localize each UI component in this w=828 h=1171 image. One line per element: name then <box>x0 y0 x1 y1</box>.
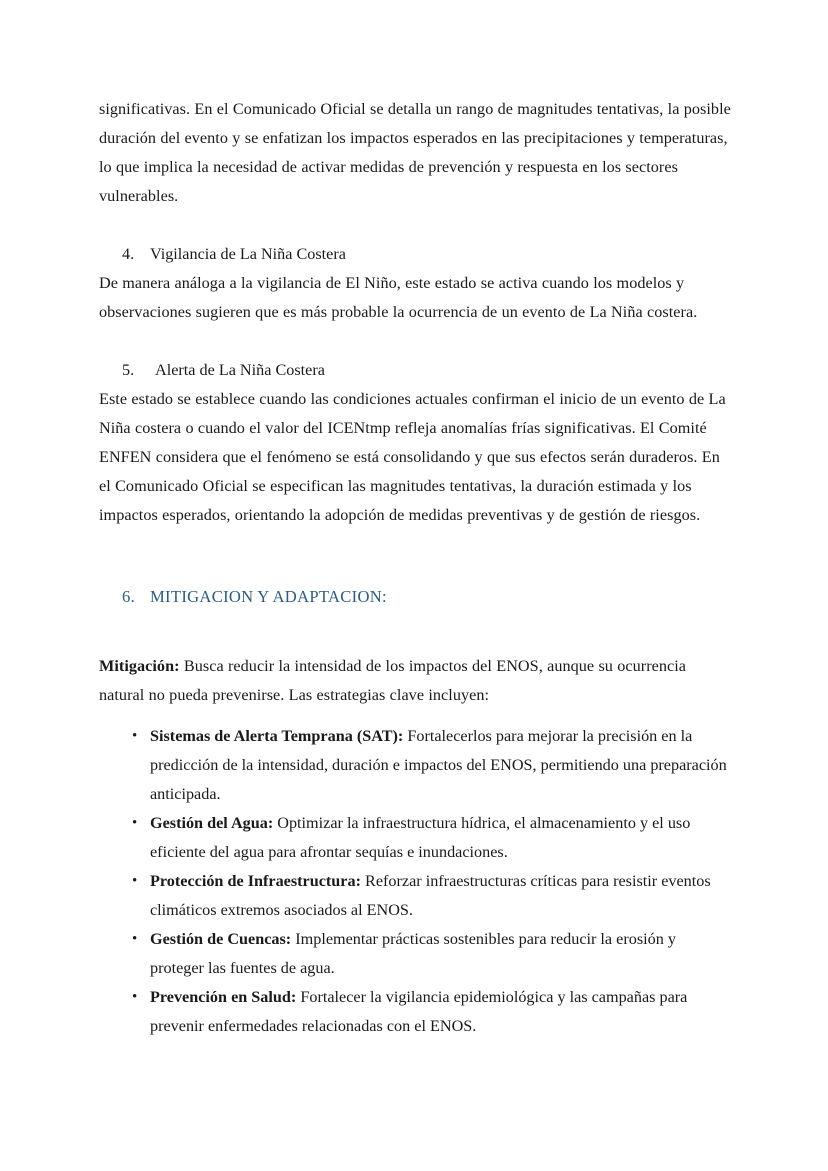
list-item-text: Reforzar infraestructuras críticas para resistir eventos climáticos extremos asociados al ENOS. <box>150 872 711 919</box>
list-item-term: Prevención en Salud: <box>150 988 297 1006</box>
list-item-term: Gestión de Cuencas: <box>150 930 292 948</box>
list-item-number: 4. <box>122 245 135 263</box>
list-item-body-4: De manera análoga a la vigilancia de El Niño, este estado se activa cuando los modelos y observaciones sugieren que es más probable la ocurrencia de un evento de La Niña costera. <box>99 274 698 321</box>
bullet-icon: • <box>132 815 138 831</box>
bullet-icon: • <box>132 931 138 947</box>
bullet-icon: • <box>132 873 138 889</box>
bullet-icon: • <box>132 989 138 1005</box>
mitigacion-strategy-list <box>99 722 731 1041</box>
list-item-title: Vigilancia de La Niña Costera <box>150 245 346 263</box>
list-item <box>99 722 731 809</box>
mitigacion-label: Mitigación: <box>99 657 180 675</box>
list-item-text: Implementar prácticas sostenibles para reducir la erosión y proteger las fuentes de agua. <box>150 930 676 977</box>
list-item-body-5: Este estado se establece cuando las condiciones actuales confirman el inicio de un evento de La Niña costera o cuando el valor del ICENtmp refleja anomalías frías significativas. El Comité ENFEN considera que el fenómeno se está consolidando y que sus efectos serán duraderos. En el Comunicado Oficial se especifican las magnitudes tentativas, la duración estimada y los impactos esperados, orientando la adopción de medidas preventivas y de gestión de riesgos. <box>99 390 726 524</box>
mitigacion-intro-paragraph <box>99 652 731 710</box>
section-heading-mitigacion <box>99 582 731 611</box>
list-item-term: Gestión del Agua: <box>150 814 274 832</box>
list-item-term: Sistemas de Alerta Temprana (SAT): <box>150 727 404 745</box>
continued-paragraph: significativas. En el Comunicado Oficial se detalla un rango de magnitudes tentativas, la posible duración del evento y se enfatizan los impactos esperados en las precipitaciones y temperaturas, lo que implica la necesidad de activar medidas de prevención y respuesta en los sectores vulnerables. <box>99 100 731 205</box>
list-item-title: Alerta de La Niña Costera <box>155 361 325 379</box>
list-item <box>99 983 731 1041</box>
list-item-text: Fortalecer la vigilancia epidemiológica y las campañas para prevenir enfermedades relacionadas con el ENOS. <box>150 988 688 1035</box>
list-item-number: 5. <box>122 361 135 379</box>
list-item-heading-5 <box>99 356 731 385</box>
section-title: MITIGACION Y ADAPTACION: <box>150 587 387 606</box>
list-item <box>99 867 731 925</box>
list-item <box>99 809 731 867</box>
bullet-icon: • <box>132 728 138 744</box>
list-item-term: Protección de Infraestructura: <box>150 872 361 890</box>
list-item-text: Fortalecerlos para mejorar la precisión en la predicción de la intensidad, duración e impactos del ENOS, permitiendo una preparación anticipada. <box>150 727 727 803</box>
section-number: 6. <box>122 587 136 606</box>
mitigacion-intro-text: Busca reducir la intensidad de los impactos del ENOS, aunque su ocurrencia natural no pueda prevenirse. Las estrategias clave incluyen: <box>99 657 687 704</box>
list-item-text: Optimizar la infraestructura hídrica, el almacenamiento y el uso eficiente del agua para afrontar sequías e inundaciones. <box>150 814 691 861</box>
list-item-heading-4 <box>99 240 731 269</box>
list-item <box>99 925 731 983</box>
document-body <box>99 95 731 1041</box>
